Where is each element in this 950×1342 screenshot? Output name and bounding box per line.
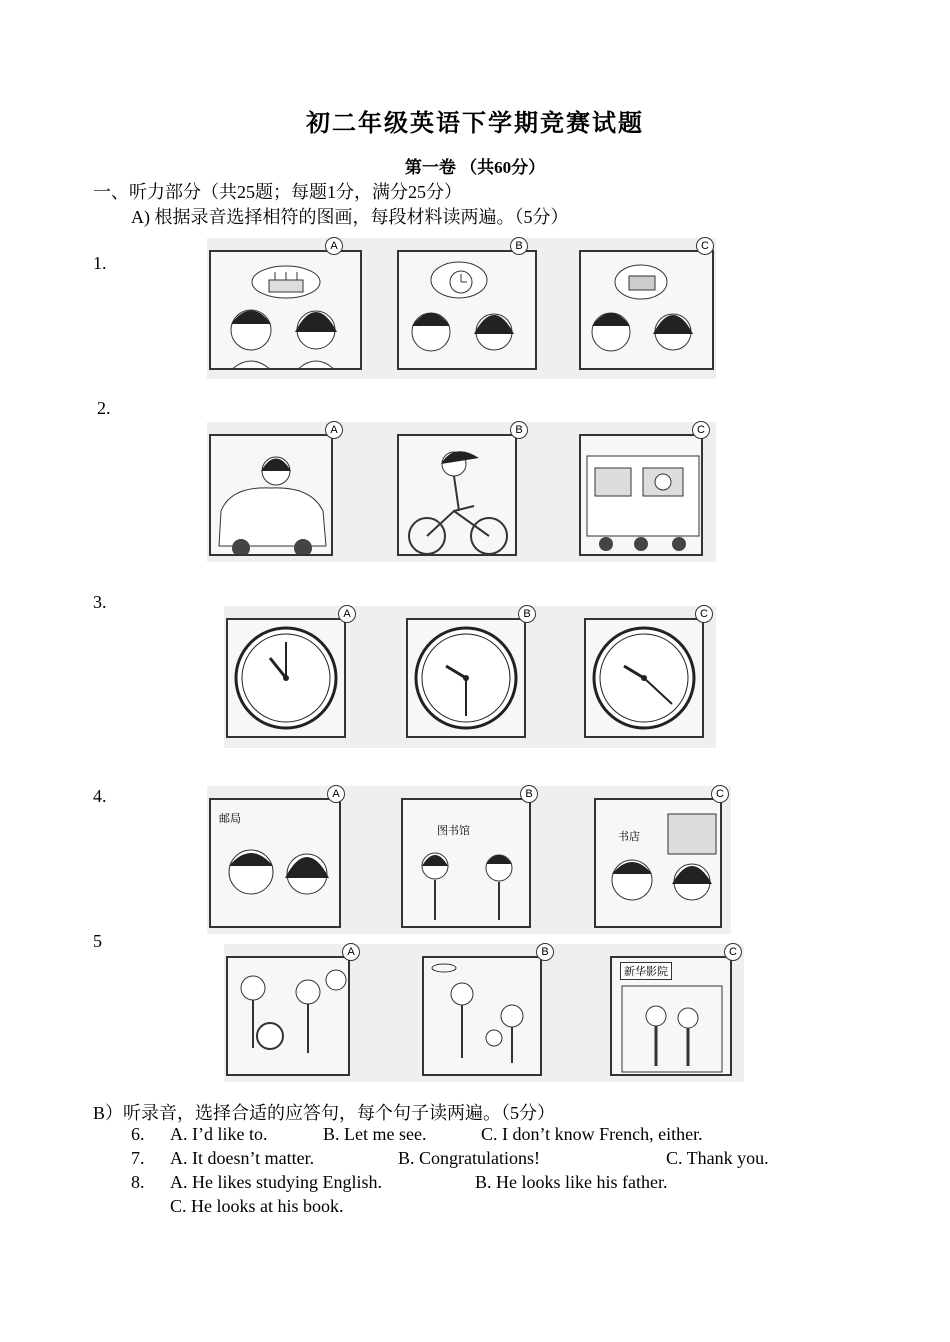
picture-strip-4 xyxy=(207,786,731,934)
question-number: 1. xyxy=(93,253,107,273)
option-a-label: A xyxy=(327,785,345,803)
picture-option-b xyxy=(406,618,526,738)
question-8-number: 8. xyxy=(131,1172,145,1192)
picture-option-b xyxy=(401,798,531,928)
picture-option-a xyxy=(226,956,350,1076)
page-title: 初二年级英语下学期竞赛试题 xyxy=(306,111,644,137)
question-number: 3. xyxy=(93,592,107,612)
picture-option-a xyxy=(226,618,346,738)
bookstore-sign: 书店 xyxy=(618,830,640,843)
part-b-instruction: B）听录音，选择合适的应答句，每个句子读两遍。（5分） xyxy=(93,1103,556,1123)
clock-icon xyxy=(586,620,704,738)
picture-option-c xyxy=(594,798,722,928)
train-icon xyxy=(581,436,703,556)
picture-option-a xyxy=(209,250,362,370)
option-a-label: A xyxy=(338,605,356,623)
book-scene-icon xyxy=(581,252,714,370)
picture-option-c xyxy=(579,434,703,556)
library-sign: 图书馆 xyxy=(437,824,470,837)
question-number: 5 xyxy=(93,931,102,951)
section-subtitle: 第一卷 （共60分） xyxy=(404,158,546,177)
clock-icon xyxy=(408,620,526,738)
option-c-label: C xyxy=(695,605,713,623)
picture-option-b xyxy=(422,956,542,1076)
question-7-option-b: B. Congratulations! xyxy=(398,1148,540,1168)
option-b-label: B xyxy=(518,605,536,623)
football-scene-icon xyxy=(228,958,350,1076)
car-icon xyxy=(211,436,333,556)
birthday-cake-scene-icon xyxy=(211,252,362,370)
post-office-sign: 邮局 xyxy=(219,812,241,825)
question-number: 4. xyxy=(93,786,107,806)
option-c-label: C xyxy=(711,785,729,803)
picture-option-b xyxy=(397,434,517,556)
picture-option-c xyxy=(579,250,714,370)
question-number: 2. xyxy=(97,398,111,418)
picture-strip-2 xyxy=(207,422,716,562)
picture-option-b xyxy=(397,250,537,370)
option-c-label: C xyxy=(724,943,742,961)
option-c-label: C xyxy=(696,237,714,255)
question-7-number: 7. xyxy=(131,1148,145,1168)
bookstore-scene-icon xyxy=(596,800,722,928)
question-8-option-b: B. He looks like his father. xyxy=(475,1172,668,1192)
option-b-label: B xyxy=(520,785,538,803)
question-6-option-b: B. Let me see. xyxy=(323,1124,427,1144)
bicycle-icon xyxy=(399,436,517,556)
option-b-label: B xyxy=(510,237,528,255)
picture-strip-3 xyxy=(224,606,716,748)
clock-scene-icon xyxy=(399,252,537,370)
question-6-number: 6. xyxy=(131,1124,145,1144)
listening-heading: 一、听力部分（共25题；每题1分，满分25分） xyxy=(93,182,462,202)
option-b-label: B xyxy=(536,943,554,961)
picture-option-a xyxy=(209,434,333,556)
question-7-option-a: A. It doesn’t matter. xyxy=(170,1148,315,1168)
cinema-sign: 新华影院 xyxy=(620,962,672,980)
question-6-option-a: A. I’d like to. xyxy=(170,1124,268,1144)
question-8-option-a: A. He likes studying English. xyxy=(170,1172,382,1192)
picture-option-c xyxy=(610,956,732,1076)
option-a-label: A xyxy=(342,943,360,961)
question-7-option-c: C. Thank you. xyxy=(666,1148,769,1168)
clock-icon xyxy=(228,620,346,738)
picture-strip-5 xyxy=(224,944,744,1082)
library-scene-icon xyxy=(403,800,531,928)
basketball-scene-icon xyxy=(424,958,542,1076)
option-a-label: A xyxy=(325,421,343,439)
question-8-option-c: C. He looks at his book. xyxy=(170,1196,344,1216)
picture-option-c xyxy=(584,618,704,738)
part-a-instruction: A) 根据录音选择相符的图画，每段材料读两遍。（5分） xyxy=(131,207,569,227)
option-c-label: C xyxy=(692,421,710,439)
picture-strip-1 xyxy=(207,238,716,379)
question-6-option-c: C. I don’t know French, either. xyxy=(481,1124,703,1144)
option-b-label: B xyxy=(510,421,528,439)
picture-option-a xyxy=(209,798,341,928)
option-a-label: A xyxy=(325,237,343,255)
